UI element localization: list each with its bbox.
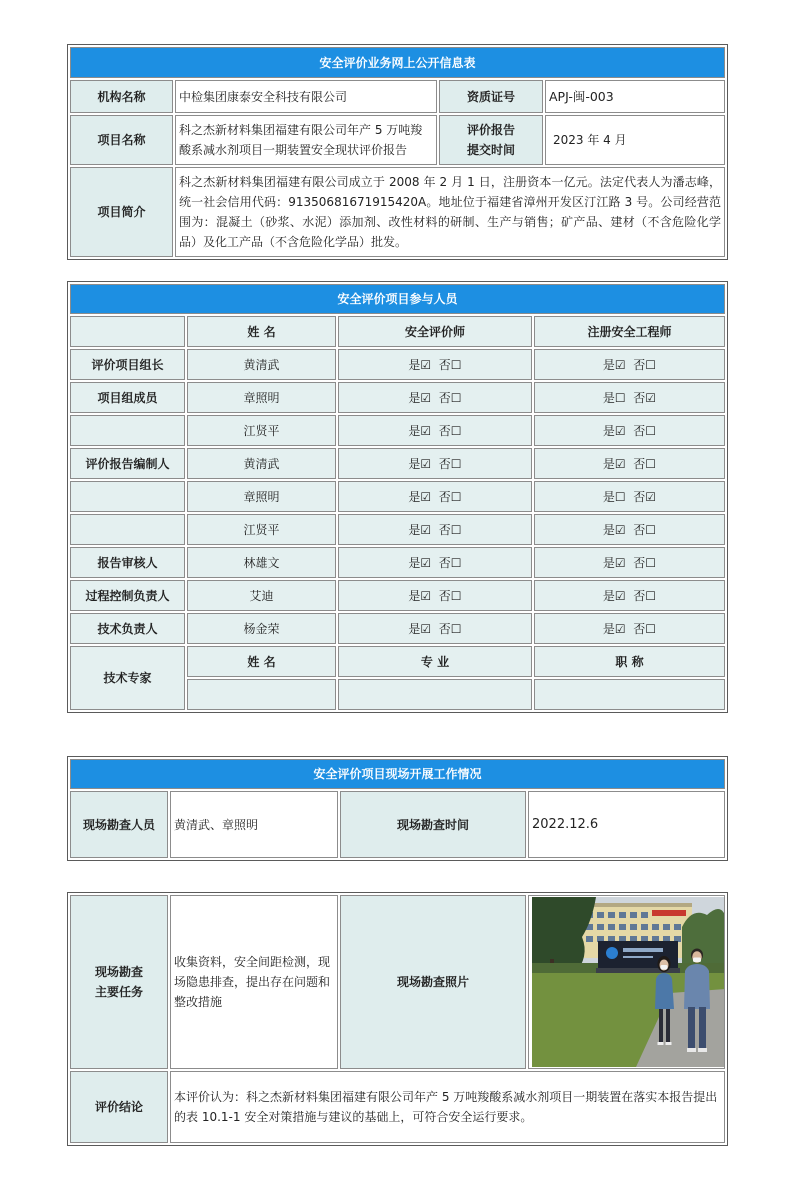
col-evaluator-header: 安全评价师 (338, 316, 532, 347)
inspection-time-label: 现场勘查时间 (340, 791, 526, 858)
table-row (70, 514, 725, 545)
intro-value: 科之杰新材料集团福建有限公司成立于 2008 年 2 月 1 日，注册资本一亿元。法定代表人为潘志峰，统一社会信用代码：91350681671915420A。地址位于福建省漳州开发区汀江路 3 号。公司经营范围为：混凝土（砂浆、水泥）添加剂、改性材料的研制、生产与销售；矿产品、建材（不含危险化学品）及化工产品（不含危险化学品）批发。 (175, 167, 725, 257)
evaluator-check: 是☑ 否☐ (338, 613, 532, 644)
submit-time-label-line1: 评价报告 (466, 123, 515, 137)
cert-value: APJ-闽-003 (545, 80, 725, 113)
name-cell: 江贤平 (187, 415, 336, 446)
col-engineer-header: 注册安全工程师 (534, 316, 725, 347)
photo-label: 现场勘查照片 (340, 895, 526, 1069)
engineer-check: 是☐ 否☑ (534, 382, 725, 413)
role-cell (70, 514, 185, 545)
engineer-check: 是☑ 否☐ (534, 580, 725, 611)
experts-col-title: 职 称 (534, 646, 725, 677)
name-cell: 章照明 (187, 481, 336, 512)
project-value: 科之杰新材料集团福建有限公司年产 5 万吨羧酸系减水剂项目一期装置安全现状评价报告 (175, 115, 437, 165)
experts-col-major: 专 业 (338, 646, 532, 677)
role-cell: 项目组成员 (70, 382, 185, 413)
site-task-table (67, 892, 728, 1146)
name-cell: 林雄文 (187, 547, 336, 578)
task-label-line2: 主要任务 (94, 985, 143, 999)
name-cell: 黄清武 (187, 448, 336, 479)
experts-label: 技术专家 (70, 646, 185, 710)
task-value: 收集资料，安全间距检测，现场隐患排查，提出存在问题和整改措施 (170, 895, 338, 1069)
name-cell: 章照明 (187, 382, 336, 413)
expert-title (534, 679, 725, 710)
engineer-check: 是☑ 否☐ (534, 349, 725, 380)
submit-time-label-line2: 提交时间 (466, 143, 515, 157)
table-row (70, 349, 725, 380)
table-row (70, 580, 725, 611)
inspectors-value: 黄清武、章照明 (170, 791, 338, 858)
personnel-table (67, 281, 728, 713)
project-label: 项目名称 (70, 115, 173, 165)
evaluator-check: 是☑ 否☐ (338, 382, 532, 413)
conclusion-label: 评价结论 (70, 1071, 168, 1143)
name-cell: 黄清武 (187, 349, 336, 380)
role-cell: 技术负责人 (70, 613, 185, 644)
evaluator-check: 是☑ 否☐ (338, 448, 532, 479)
role-cell: 报告审核人 (70, 547, 185, 578)
experts-header-row (70, 646, 725, 677)
personnel-header-blank (70, 316, 185, 347)
submit-time-value: 2023 年 4 月 (545, 115, 725, 165)
public-info-title: 安全评价业务网上公开信息表 (70, 47, 725, 78)
evaluator-check: 是☑ 否☐ (338, 349, 532, 380)
table-row (70, 448, 725, 479)
inspection-time-value: 2022.12.6 (528, 791, 725, 858)
submit-time-label (439, 115, 543, 165)
task-label (70, 895, 168, 1069)
engineer-check: 是☑ 否☐ (534, 547, 725, 578)
name-cell: 杨金荣 (187, 613, 336, 644)
table-row (70, 481, 725, 512)
site-photo (532, 897, 725, 1067)
engineer-check: 是☐ 否☑ (534, 481, 725, 512)
evaluator-check: 是☑ 否☐ (338, 481, 532, 512)
expert-major (338, 679, 532, 710)
evaluator-check: 是☑ 否☐ (338, 547, 532, 578)
cert-label: 资质证号 (439, 80, 543, 113)
table-row (70, 382, 725, 413)
personnel-title: 安全评价项目参与人员 (70, 284, 725, 314)
public-info-table (67, 44, 728, 260)
engineer-check: 是☑ 否☐ (534, 514, 725, 545)
inspectors-label: 现场勘查人员 (70, 791, 168, 858)
engineer-check: 是☑ 否☐ (534, 415, 725, 446)
col-name-header: 姓 名 (187, 316, 336, 347)
role-cell (70, 481, 185, 512)
table-row (70, 415, 725, 446)
task-label-line1: 现场勘查 (94, 965, 143, 979)
org-label: 机构名称 (70, 80, 173, 113)
name-cell: 江贤平 (187, 514, 336, 545)
table-row (70, 613, 725, 644)
role-cell: 过程控制负责人 (70, 580, 185, 611)
experts-col-name: 姓 名 (187, 646, 336, 677)
role-cell: 评价报告编制人 (70, 448, 185, 479)
site-work-table (67, 756, 728, 861)
engineer-check: 是☑ 否☐ (534, 613, 725, 644)
intro-label: 项目简介 (70, 167, 173, 257)
table-row (70, 547, 725, 578)
conclusion-value: 本评价认为：科之杰新材料集团福建有限公司年产 5 万吨羧酸系减水剂项目一期装置在落实本报告提出的表 10.1-1 安全对策措施与建议的基础上，可符合安全运行要求。 (170, 1071, 725, 1143)
expert-name (187, 679, 336, 710)
role-cell (70, 415, 185, 446)
name-cell: 艾迪 (187, 580, 336, 611)
photo-cell (528, 895, 725, 1069)
evaluator-check: 是☑ 否☐ (338, 514, 532, 545)
evaluator-check: 是☑ 否☐ (338, 415, 532, 446)
engineer-check: 是☑ 否☐ (534, 448, 725, 479)
evaluator-check: 是☑ 否☐ (338, 580, 532, 611)
role-cell: 评价项目组长 (70, 349, 185, 380)
site-work-title: 安全评价项目现场开展工作情况 (70, 759, 725, 789)
org-value: 中检集团康泰安全科技有限公司 (175, 80, 437, 113)
